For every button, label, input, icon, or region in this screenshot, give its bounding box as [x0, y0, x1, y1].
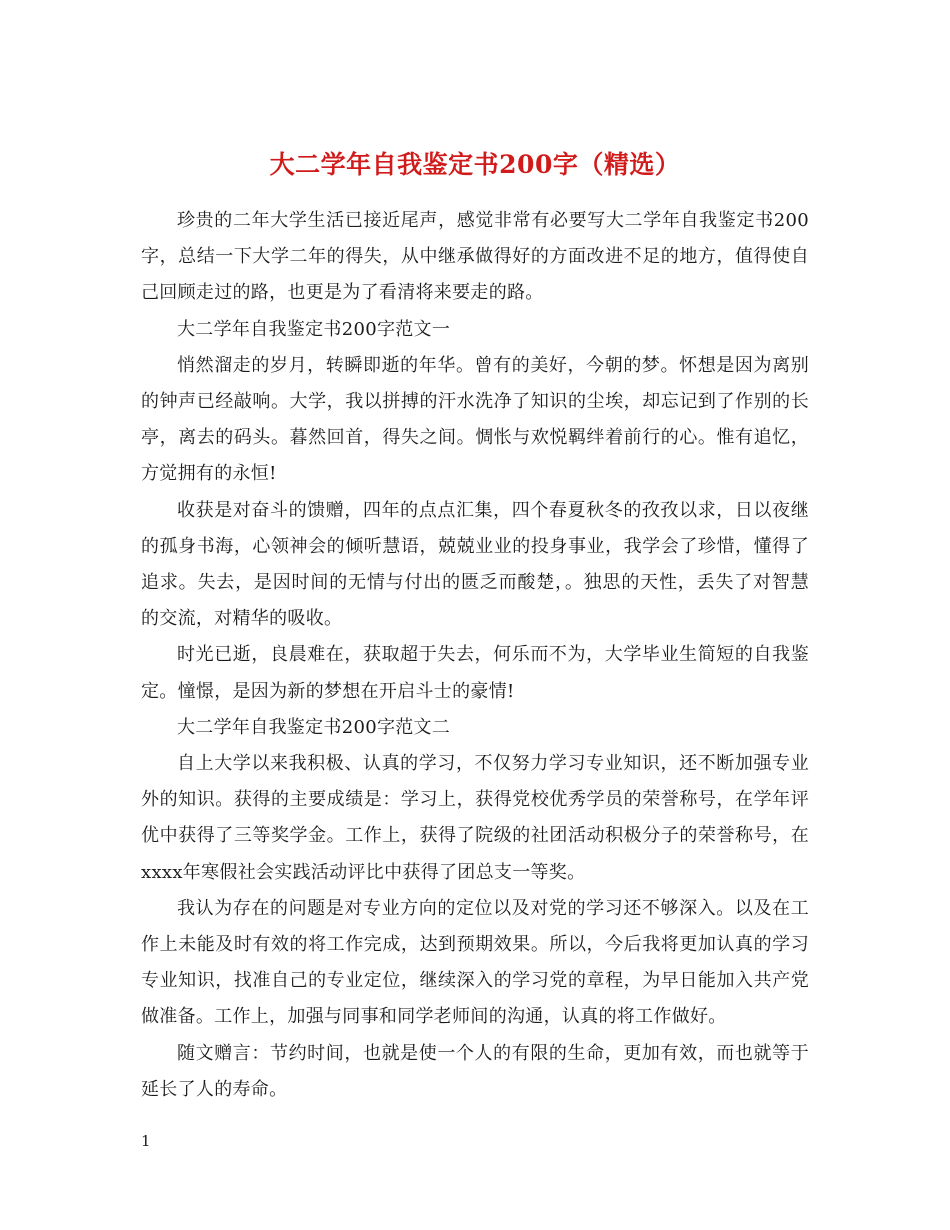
intro-paragraph: 珍贵的二年大学生活已接近尾声，感觉非常有必要写大二学年自我鉴定书200字，总结一下大学二年的得失，从中继承做得好的方面改进不足的地方，值得使自己回顾走过的路，也更是为了看清将来要走的路。 — [141, 210, 809, 304]
section-heading-sample-two: 大二学年自我鉴定书200字范文二 — [177, 716, 451, 738]
body-paragraph: 时光已逝，良晨难在，获取超于失去，何乐而不为，大学毕业生简短的自我鉴定。憧憬，是因为新的梦想在开启斗士的豪情! — [141, 644, 809, 702]
document-body — [141, 203, 809, 1108]
closing-paragraph: 随文赠言：节约时间，也就是使一个人的有限的生命，更加有效，而也就等于延长了人的寿命。 — [141, 1042, 809, 1100]
page-number: 1 — [141, 1132, 151, 1150]
body-paragraph: 收获是对奋斗的馈赠，四年的点点汇集，四个春夏秋冬的孜孜以求，日以夜继的孤身书海，心领神会的倾听慧语，兢兢业业的投身事业，我学会了珍惜，懂得了追求。失去，是因时间的无情与付出的匮乏而酸楚，。独思的天性，丢失了对智慧的交流，对精华的吸收。 — [141, 499, 809, 630]
body-paragraph: 自上大学以来我积极、认真的学习，不仅努力学习专业知识，还不断加强专业外的知识。获得的主要成绩是：学习上，获得党校优秀学员的荣誉称号，在学年评优中获得了三等奖学金。工作上，获得了院级的社团活动积极分子的荣誉称号，在xxxx年寒假社会实践活动评比中获得了团总支一等奖。 — [141, 753, 809, 883]
document-title: 大二学年自我鉴定书200字（精选） — [269, 149, 681, 179]
body-paragraph: 我认为存在的问题是对专业方向的定位以及对党的学习还不够深入。以及在工作上未能及时有效的将工作完成，达到预期效果。所以，今后我将更加认真的学习专业知识，找准自己的专业定位，继续深入的学习党的章程，为早日能加入共产党做准备。工作上，加强与同事和同学老师间的沟通，认真的将工作做好。 — [141, 897, 809, 1028]
body-paragraph: 悄然溜走的岁月，转瞬即逝的年华。曾有的美好，今朝的梦。怀想是因为离别的钟声已经敲响。大学，我以拼搏的汗水洗净了知识的尘埃，却忘记到了作别的长亭，离去的码头。暮然回首，得失之间。惆怅与欢悦羁绊着前行的心。惟有追忆，方觉拥有的永恒! — [141, 354, 809, 485]
section-heading-sample-one: 大二学年自我鉴定书200字范文一 — [177, 318, 451, 340]
